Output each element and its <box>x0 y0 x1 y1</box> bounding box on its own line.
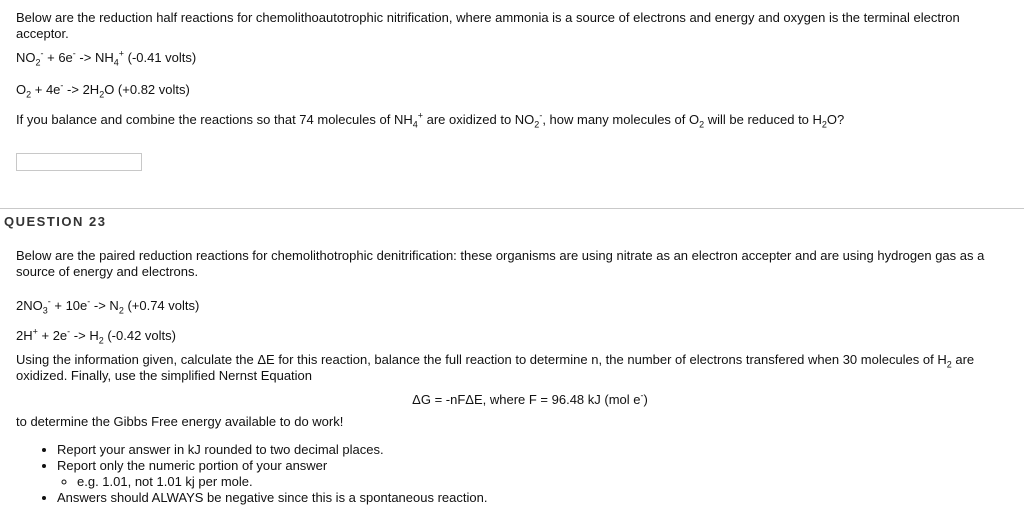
sub-list <box>57 474 1020 490</box>
question-heading: QUESTION 23 <box>4 214 107 229</box>
answer-input[interactable] <box>16 153 142 171</box>
nernst-equation: ΔG = -nFΔE, where F = 96.48 kJ (mol e-) <box>412 390 648 407</box>
reaction-nitrite-reduction: $NO_2^- + 6e^- -> NH_4^+$ (-0.41 volts) <box>16 48 197 68</box>
reaction-oxygen-reduction: $O_2 + 4e^- -> 2H_2O$ (+0.82 volts) <box>16 80 190 100</box>
question-intro: Below are the paired reduction reactions for chemolithotrophic denitrification: these organisms are using nitrate as an electron accepter and are using hydrogen gas as a source of energy and electrons. <box>16 248 985 279</box>
current-question <box>16 248 1020 506</box>
instruction-list <box>16 442 1020 506</box>
question-intro: Below are the reduction half reactions for chemolithoautotrophic nitrification, where ammonia is a source of electrons and energy and oxygen is the terminal electron acceptor. <box>16 10 960 41</box>
list-item: • Report only the numeric portion of your answer ◦ e.g. 1.01, not 1.01 kj per mole. <box>57 458 1020 490</box>
equation-followup: to determine the Gibbs Free energy available to do work! <box>16 414 344 429</box>
reaction-proton-reduction: $2H^+ + 2e^- -> H_2$ (-0.42 volts) <box>16 326 176 346</box>
question-divider <box>0 208 1024 209</box>
question-prompt: If you balance and combine the reactions so that 74 molecules of $NH_4^+$ are oxidized to $NO_2^-$, how many molecules of $O_2$ will be reduced to $H_2O$? <box>16 110 845 130</box>
reaction-nitrate-reduction: $2NO_3^- + 10e^- -> N_2$ (+0.74 volts) <box>16 296 200 316</box>
list-item: • Report your answer in kJ rounded to two decimal places. <box>57 442 1020 458</box>
list-item: • Answers should ALWAYS be negative since this is a spontaneous reaction. <box>57 490 1020 506</box>
previous-question <box>16 10 1006 128</box>
question-instruction: Using the information given, calculate the ΔE for this reaction, balance the full reaction to determine n, the number of electrons transfered when 30 molecules of $H_2$ are oxidized. Finally, use the simplified Nernst Equation <box>16 352 975 383</box>
list-item: ◦ e.g. 1.01, not 1.01 kj per mole. <box>77 474 1020 490</box>
